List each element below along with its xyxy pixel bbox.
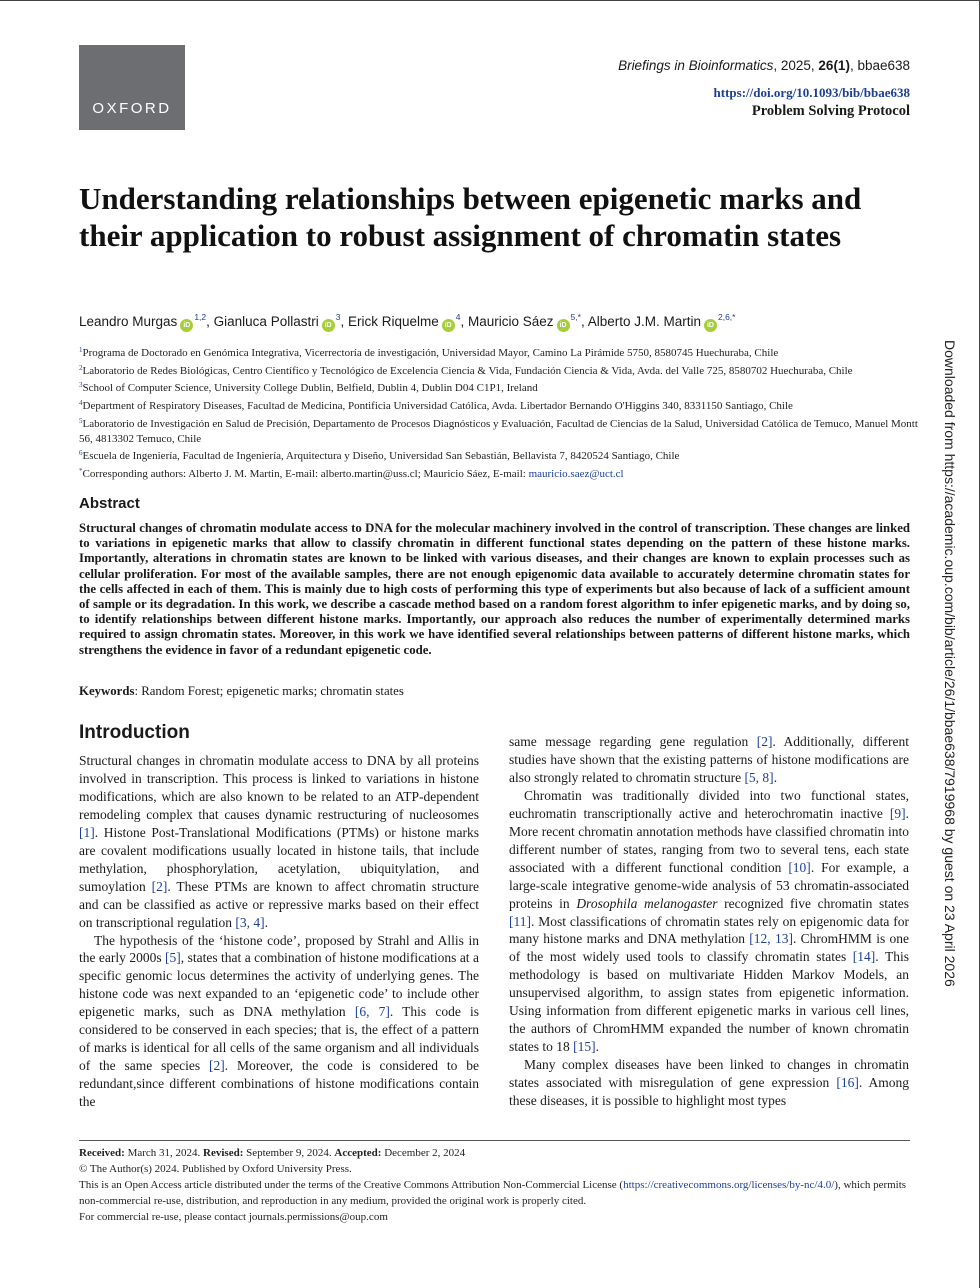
- journal-article-id: , bbae638: [849, 58, 910, 73]
- body-text: . This code is considered to be conserved in each species; that is, the effect of a pattern of marks is identical for all cells of the same organism and all individuals of the same species: [79, 1004, 479, 1074]
- download-watermark: [936, 340, 958, 987]
- affiliation-number: 3: [79, 381, 83, 390]
- received-label: Received:: [79, 1147, 125, 1159]
- body-text: . Most classifications of chromatin states rely on epigenomic data for many histone marks and DNA methylation: [509, 913, 909, 947]
- italic-text: Drosophila melanogaster: [576, 895, 718, 911]
- body-text: . More recent chromatin annotation methods have classified chromatin into different number of states, ranging from two to several tens, each state associated with a different functional condition: [509, 805, 909, 875]
- author-affiliation-marker: 1,2: [194, 312, 207, 322]
- body-text: .: [264, 914, 268, 930]
- keywords-label: Keywords: [79, 684, 135, 698]
- author-affiliation-marker: 3: [335, 312, 341, 322]
- received-date: March 31, 2024.: [124, 1147, 204, 1159]
- affiliation-text: Laboratorio de Redes Biológicas, Centro Científico y Tecnológico de Excelencia Ciencia & Vida, Fundación Ciencia & Vida, Avda. del Valle 725, 8580702 Huechuraba, Chile: [82, 364, 853, 377]
- page-border-top: [0, 0, 980, 1]
- author-name: Erick Riquelme: [347, 314, 439, 329]
- citation-link[interactable]: [12, 13]: [749, 931, 793, 947]
- author-name: Leandro Murgas: [79, 314, 178, 329]
- commercial-reuse: For commercial re-use, please contact journals.permissions@oup.com: [79, 1211, 388, 1223]
- author-affiliation-marker: 5,*: [570, 312, 581, 322]
- affiliation-item: [79, 414, 919, 446]
- citation-link[interactable]: [2]: [756, 734, 773, 749]
- affiliation-item: [79, 446, 919, 464]
- body-text: same message regarding gene regulation: [509, 734, 757, 749]
- citation-link[interactable]: [2]: [208, 1058, 225, 1074]
- affiliation-item: [79, 361, 919, 379]
- affiliations: [79, 343, 919, 482]
- license-post: ), which permits non-commercial re-use, distribution, and reproduction in any medium, provided the original work is properly cited.: [79, 1179, 907, 1207]
- corresponding-marker: *: [79, 466, 83, 475]
- affiliation-text: School of Computer Science, University College Dublin, Belfield, Dublin 4, Dublin D04 C1P1, Ireland: [82, 382, 538, 395]
- paragraph: [509, 787, 909, 1056]
- license-link[interactable]: https://creativecommons.org/licenses/by-nc/4.0/: [623, 1179, 835, 1191]
- corresponding-authors: [79, 464, 919, 482]
- orcid-icon[interactable]: iD: [442, 319, 455, 332]
- affiliation-item: [79, 343, 919, 361]
- body-text: . Histone Post-Translational Modifications (PTMs) or histone marks are covalent modifications usually located in histone tails, that include methylation, phosphorylation, acetylation, ubiquitylation, and sumoylation: [79, 824, 479, 894]
- body-text: The hypothesis of the ‘histone code’, proposed by Strahl and Allis in the early 2000s: [79, 932, 479, 966]
- journal-year: , 2025,: [773, 58, 819, 73]
- citation-link[interactable]: [9]: [889, 805, 906, 821]
- copyright-line: © The Author(s) 2024. Published by Oxford University Press.: [79, 1163, 352, 1175]
- paragraph: [79, 752, 479, 932]
- citation-link[interactable]: [11]: [509, 913, 531, 929]
- abstract-heading: Abstract: [79, 495, 140, 512]
- citation-link[interactable]: [6, 7]: [354, 1004, 390, 1020]
- paragraph: [79, 932, 479, 1112]
- body-text: Many complex diseases have been linked to changes in chromatin states associated with misregulation of gene expression: [509, 1057, 909, 1091]
- orcid-icon[interactable]: iD: [704, 319, 717, 332]
- author-affiliation-marker: 4: [455, 312, 461, 322]
- citation-link[interactable]: [14]: [852, 949, 876, 965]
- revised-label: Revised:: [203, 1147, 244, 1159]
- publisher-logo: [79, 45, 185, 130]
- orcid-icon[interactable]: iD: [180, 319, 193, 332]
- doi-link[interactable]: https://doi.org/10.1093/bib/bbae638: [713, 85, 910, 100]
- revised-date: September 9, 2024.: [243, 1147, 335, 1159]
- author-affiliation-marker: 2,6,*: [717, 312, 736, 322]
- author-separator: ,: [206, 314, 214, 329]
- license-text: [79, 1177, 919, 1209]
- citation-link[interactable]: [10]: [788, 859, 811, 875]
- corresponding-email-link[interactable]: mauricio.saez@uct.cl: [528, 467, 624, 480]
- keywords-text: : Random Forest; epigenetic marks; chromatin states: [134, 684, 404, 698]
- body-text: . These PTMs are known to affect chromatin structure and can be classified as active or repressive marks based on their effect on transcriptional regulation: [79, 878, 480, 930]
- author-list: [79, 312, 919, 332]
- paragraph: [509, 733, 909, 787]
- affiliation-number: 2: [79, 363, 83, 372]
- body-text: .: [773, 769, 778, 785]
- introduction-heading: Introduction: [79, 722, 190, 743]
- citation-link[interactable]: [1]: [79, 824, 95, 840]
- affiliation-number: 6: [79, 449, 83, 458]
- author-separator: ,: [460, 314, 468, 329]
- article-type: Problem Solving Protocol: [751, 103, 910, 119]
- introduction-right-column: [509, 733, 909, 1110]
- journal-name: Briefings in Bioinformatics: [618, 58, 774, 73]
- affiliation-text: Programa de Doctorado en Genómica Integrativa, Vicerrectoría de investigación, Universidad Mayor, Camino La Pirámide 5750, 8580745 Huechuraba, Chile: [82, 347, 779, 359]
- affiliation-item: [79, 396, 919, 414]
- author-name: Gianluca Pollastri: [213, 314, 319, 329]
- accepted-label: Accepted:: [334, 1147, 382, 1159]
- author-separator: ,: [340, 314, 348, 329]
- affiliation-text: Laboratorio de Investigación en Salud de Precisión, Departamento de Procesos Diagnósticos y Evaluación, Facultad de Ciencias de la Salud, Universidad Católica de Temuco, Manuel Montt 56, 4813302 Temuco, Chile: [79, 417, 918, 445]
- affiliation-number: 4: [79, 399, 83, 408]
- citation-link[interactable]: [15]: [573, 1039, 596, 1055]
- footer-rule: [79, 1140, 910, 1141]
- introduction-left-column: [79, 752, 479, 1111]
- citation-link[interactable]: [2]: [151, 878, 168, 894]
- body-text: , states that a combination of histone modifications at a specific genomic locus determines the activity of underlying genes. The histone code was next expanded to an ‘epigenetic code’ to include other epigenetic marks, such as DNA methylation: [79, 950, 479, 1020]
- affiliation-text: Department of Respiratory Diseases, Facultad de Medicina, Pontificia Universidad Católica, Avda. Libertador Bernando O'Higgins 340, 8331150 Santiago, Chile: [82, 400, 793, 413]
- paragraph: [509, 1056, 909, 1110]
- body-text: . Additionally, different studies have shown that the existing patterns of histone modifications are also strongly related to chromatin structure: [509, 734, 909, 785]
- logo-text: OXFORD: [92, 100, 172, 117]
- orcid-icon[interactable]: iD: [557, 319, 570, 332]
- keywords: [79, 684, 910, 699]
- orcid-icon[interactable]: iD: [322, 319, 335, 332]
- citation-link[interactable]: [16]: [836, 1075, 859, 1091]
- affiliation-item: [79, 378, 919, 396]
- author-name: Alberto J.M. Martin: [587, 314, 701, 329]
- body-text: recognized five chromatin states: [717, 895, 910, 911]
- body-text: Chromatin was traditionally divided into two functional states, euchromatin transcriptionally active and heterochromatin inactive: [509, 787, 909, 821]
- affiliation-number: 1: [79, 346, 83, 354]
- citation-link[interactable]: [5, 8]: [744, 769, 774, 785]
- accepted-date: December 2, 2024: [381, 1147, 466, 1159]
- author-name: Mauricio Sáez: [467, 314, 554, 329]
- body-text: . Moreover, the code is considered to be redundant,since different combinations of histone modifications contain the: [79, 1058, 479, 1110]
- license-pre: This is an Open Access article distributed under the terms of the Creative Commons Attribution Non-Commercial License (: [79, 1179, 624, 1191]
- body-text: . ChromHMM is one of the most widely used tools to classify chromatin states: [509, 931, 909, 965]
- body-text: Structural changes in chromatin modulate access to DNA by all proteins involved in transcription. This process is linked to variations in histone modifications, which are also known to be related to an ATP-dependent remodeling complex that causes dynamic restructuring of nucleosomes: [79, 753, 479, 822]
- body-text: . Among these diseases, it is possible to highlight most types: [509, 1075, 909, 1109]
- body-text: . For example, a large-scale integrative genome-wide analysis of 53 chromatin-associated proteins in: [509, 859, 909, 911]
- citation-link[interactable]: [3, 4]: [235, 914, 265, 930]
- corresponding-text: Corresponding authors: Alberto J. M. Martin, E-mail: alberto.martin@uss.cl; Mauricio Sáez, E-mail:: [82, 467, 529, 480]
- article-footer: [79, 1145, 919, 1225]
- history-dates: [79, 1145, 919, 1161]
- article-title: Understanding relationships between epigenetic marks and their application to robust assignment of chromatin states: [79, 181, 862, 253]
- citation-link[interactable]: [5]: [165, 950, 181, 966]
- author-separator: ,: [580, 314, 588, 329]
- download-note: Downloaded from https://academic.oup.com/bib/article/26/1/bbae638/7919968 by guest on 23 April 2026: [942, 340, 958, 987]
- journal-volume: 26(1): [818, 58, 850, 73]
- affiliation-number: 5: [79, 416, 83, 425]
- journal-citation: [618, 58, 910, 73]
- abstract-text: Structural changes of chromatin modulate access to DNA for the molecular machinery involved in the control of transcription. These changes are linked to variations in epigenetic marks that allow to classify chromatin in different functional states depending on the pattern of these histone marks. Importantly, alterations in chromatin states are known to be linked with various diseases, and their changes are known to explain processes such as cellular proliferation. For most of the available samples, there are not enough epigenomic data available to accurately determine chromatin states for the cells affected in each of them. This is mainly due to high costs of performing this type of experiments but also because of lack of a sufficient amount of sample or its degradation. In this work, we describe a cascade method based on a random forest algorithm to infer epigenetic marks, and by doing so, to identify relationships between different histone marks. Importantly, our approach also reduces the number of experimentally determined marks required to assign chromatin states. Moreover, in this work we have identified several relationships between patterns of different histone marks, which strengthens the evidence in favor of a redundant epigenetic code.: [79, 521, 910, 657]
- body-text: .: [595, 1039, 599, 1055]
- affiliation-text: Escuela de Ingeniería, Facultad de Ingeniería, Arquitectura y Diseño, Universidad San Sebastián, Bellavista 7, 8420524 Santiago, Chile: [82, 450, 680, 463]
- body-text: . This methodology is based on multivariate Hidden Markov Models, an unsupervised algorithm, to assign states from epigenetic information. Using information from different epigenetic marks in various cell lines, the authors of ChromHMM expanded the number of known chromatin states to 18: [509, 949, 909, 1055]
